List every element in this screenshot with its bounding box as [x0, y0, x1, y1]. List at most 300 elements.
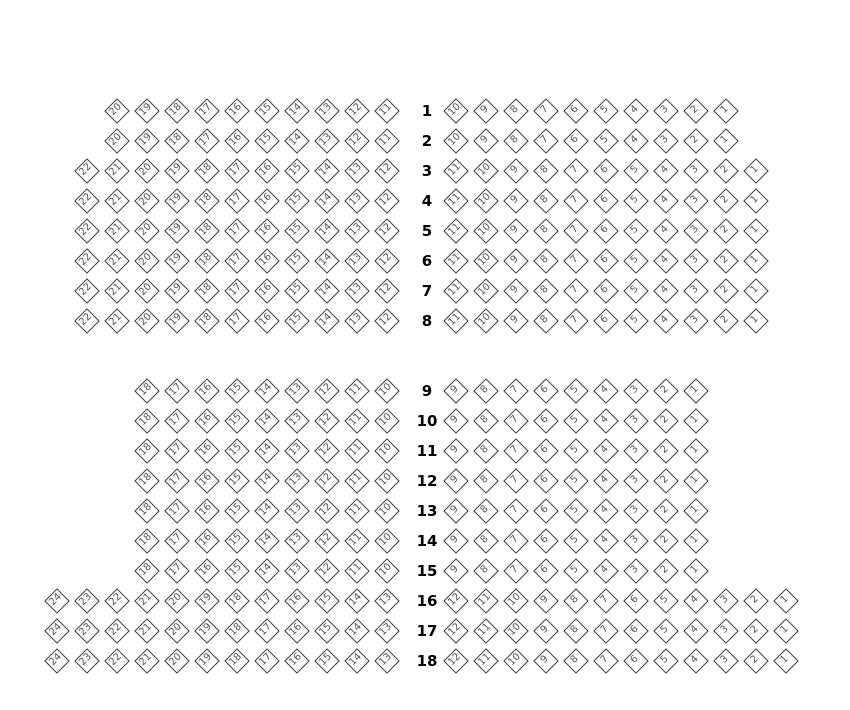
seat[interactable] — [533, 468, 557, 492]
seat[interactable] — [473, 468, 497, 492]
seat[interactable] — [254, 308, 278, 332]
seat[interactable] — [683, 498, 707, 522]
seat[interactable] — [713, 308, 737, 332]
seat[interactable] — [623, 528, 647, 552]
seat[interactable] — [623, 188, 647, 212]
seat[interactable] — [503, 158, 527, 182]
seat[interactable] — [224, 618, 248, 642]
seat[interactable] — [773, 648, 797, 672]
seat[interactable] — [593, 558, 617, 582]
seat[interactable] — [254, 98, 278, 122]
seat[interactable] — [254, 588, 278, 612]
seat[interactable] — [653, 438, 677, 462]
seat[interactable] — [314, 498, 338, 522]
seat[interactable] — [164, 498, 188, 522]
seat[interactable] — [254, 438, 278, 462]
seat[interactable] — [443, 308, 467, 332]
seat[interactable] — [74, 278, 98, 302]
seat[interactable] — [623, 248, 647, 272]
seat[interactable] — [533, 278, 557, 302]
seat[interactable] — [563, 308, 587, 332]
seat[interactable] — [653, 218, 677, 242]
seat[interactable] — [533, 648, 557, 672]
seat[interactable] — [314, 308, 338, 332]
seat[interactable] — [713, 618, 737, 642]
seat[interactable] — [104, 98, 128, 122]
seat[interactable] — [254, 468, 278, 492]
seat[interactable] — [224, 98, 248, 122]
seat[interactable] — [473, 248, 497, 272]
seat[interactable] — [314, 128, 338, 152]
seat[interactable] — [194, 468, 218, 492]
seat[interactable] — [593, 188, 617, 212]
seat[interactable] — [104, 308, 128, 332]
seat[interactable] — [164, 98, 188, 122]
seat[interactable] — [284, 378, 308, 402]
seat[interactable] — [473, 128, 497, 152]
seat[interactable] — [134, 218, 158, 242]
seat[interactable] — [104, 158, 128, 182]
seat[interactable] — [533, 308, 557, 332]
seat[interactable] — [473, 438, 497, 462]
seat[interactable] — [563, 618, 587, 642]
seat[interactable] — [374, 218, 398, 242]
seat[interactable] — [683, 468, 707, 492]
seat[interactable] — [344, 528, 368, 552]
seat[interactable] — [164, 438, 188, 462]
seat[interactable] — [314, 248, 338, 272]
seat[interactable] — [314, 378, 338, 402]
seat[interactable] — [74, 618, 98, 642]
seat[interactable] — [443, 468, 467, 492]
seat[interactable] — [314, 158, 338, 182]
seat[interactable] — [314, 218, 338, 242]
seat[interactable] — [683, 128, 707, 152]
seat[interactable] — [224, 648, 248, 672]
seat[interactable] — [713, 278, 737, 302]
seat[interactable] — [164, 618, 188, 642]
seat[interactable] — [533, 618, 557, 642]
seat[interactable] — [104, 278, 128, 302]
seat[interactable] — [284, 438, 308, 462]
seat[interactable] — [374, 248, 398, 272]
seat[interactable] — [713, 648, 737, 672]
seat[interactable] — [164, 158, 188, 182]
seat[interactable] — [593, 618, 617, 642]
seat[interactable] — [533, 188, 557, 212]
seat[interactable] — [773, 618, 797, 642]
seat[interactable] — [593, 648, 617, 672]
seat[interactable] — [134, 378, 158, 402]
seat[interactable] — [314, 408, 338, 432]
seat[interactable] — [374, 188, 398, 212]
seat[interactable] — [164, 648, 188, 672]
seat[interactable] — [134, 498, 158, 522]
seat[interactable] — [194, 648, 218, 672]
seat[interactable] — [104, 188, 128, 212]
seat[interactable] — [653, 248, 677, 272]
seat[interactable] — [713, 98, 737, 122]
seat[interactable] — [623, 558, 647, 582]
seat[interactable] — [194, 308, 218, 332]
seat[interactable] — [344, 278, 368, 302]
seat[interactable] — [344, 438, 368, 462]
seat[interactable] — [503, 98, 527, 122]
seat[interactable] — [224, 378, 248, 402]
seat[interactable] — [344, 218, 368, 242]
seat[interactable] — [134, 438, 158, 462]
seat[interactable] — [224, 158, 248, 182]
seat[interactable] — [344, 188, 368, 212]
seat[interactable] — [473, 498, 497, 522]
seat[interactable] — [314, 558, 338, 582]
seat[interactable] — [683, 408, 707, 432]
seat[interactable] — [623, 98, 647, 122]
seat[interactable] — [653, 188, 677, 212]
seat[interactable] — [284, 188, 308, 212]
seat[interactable] — [503, 558, 527, 582]
seat[interactable] — [74, 248, 98, 272]
seat[interactable] — [224, 128, 248, 152]
seat[interactable] — [533, 158, 557, 182]
seat[interactable] — [254, 278, 278, 302]
seat[interactable] — [344, 128, 368, 152]
seat[interactable] — [653, 558, 677, 582]
seat[interactable] — [344, 558, 368, 582]
seat[interactable] — [254, 218, 278, 242]
seat[interactable] — [683, 378, 707, 402]
seat[interactable] — [473, 408, 497, 432]
seat[interactable] — [74, 188, 98, 212]
seat[interactable] — [503, 528, 527, 552]
seat[interactable] — [743, 158, 767, 182]
seat[interactable] — [503, 408, 527, 432]
seat[interactable] — [683, 158, 707, 182]
seat[interactable] — [743, 248, 767, 272]
seat[interactable] — [194, 278, 218, 302]
seat[interactable] — [563, 158, 587, 182]
seat[interactable] — [134, 588, 158, 612]
seat[interactable] — [593, 128, 617, 152]
seat[interactable] — [314, 188, 338, 212]
seat[interactable] — [374, 158, 398, 182]
seat[interactable] — [563, 218, 587, 242]
seat[interactable] — [104, 218, 128, 242]
seat[interactable] — [653, 468, 677, 492]
seat[interactable] — [623, 128, 647, 152]
seat[interactable] — [563, 408, 587, 432]
seat[interactable] — [374, 588, 398, 612]
seat[interactable] — [254, 378, 278, 402]
seat[interactable] — [713, 188, 737, 212]
seat[interactable] — [374, 378, 398, 402]
seat[interactable] — [473, 98, 497, 122]
seat[interactable] — [344, 158, 368, 182]
seat[interactable] — [473, 188, 497, 212]
seat[interactable] — [164, 528, 188, 552]
seat[interactable] — [623, 588, 647, 612]
seat[interactable] — [743, 588, 767, 612]
seat[interactable] — [314, 588, 338, 612]
seat[interactable] — [314, 648, 338, 672]
seat[interactable] — [503, 128, 527, 152]
seat[interactable] — [44, 618, 68, 642]
seat[interactable] — [713, 588, 737, 612]
seat[interactable] — [254, 128, 278, 152]
seat[interactable] — [743, 218, 767, 242]
seat[interactable] — [284, 558, 308, 582]
seat[interactable] — [503, 378, 527, 402]
seat[interactable] — [443, 498, 467, 522]
seat[interactable] — [533, 408, 557, 432]
seat[interactable] — [224, 528, 248, 552]
seat[interactable] — [683, 558, 707, 582]
seat[interactable] — [563, 588, 587, 612]
seat[interactable] — [134, 188, 158, 212]
seat[interactable] — [44, 648, 68, 672]
seat[interactable] — [623, 468, 647, 492]
seat[interactable] — [344, 618, 368, 642]
seat[interactable] — [443, 408, 467, 432]
seat[interactable] — [503, 618, 527, 642]
seat[interactable] — [623, 408, 647, 432]
seat[interactable] — [563, 378, 587, 402]
seat[interactable] — [503, 648, 527, 672]
seat[interactable] — [443, 588, 467, 612]
seat[interactable] — [503, 278, 527, 302]
seat[interactable] — [653, 498, 677, 522]
seat[interactable] — [74, 218, 98, 242]
seat[interactable] — [743, 278, 767, 302]
seat[interactable] — [623, 218, 647, 242]
seat[interactable] — [314, 618, 338, 642]
seat[interactable] — [224, 188, 248, 212]
seat[interactable] — [683, 648, 707, 672]
seat[interactable] — [443, 438, 467, 462]
seat[interactable] — [134, 408, 158, 432]
seat[interactable] — [44, 588, 68, 612]
seat[interactable] — [194, 98, 218, 122]
seat[interactable] — [653, 528, 677, 552]
seat[interactable] — [254, 648, 278, 672]
seat[interactable] — [134, 158, 158, 182]
seat[interactable] — [743, 648, 767, 672]
seat[interactable] — [593, 158, 617, 182]
seat[interactable] — [254, 618, 278, 642]
seat[interactable] — [164, 468, 188, 492]
seat[interactable] — [443, 528, 467, 552]
seat[interactable] — [164, 408, 188, 432]
seat[interactable] — [593, 218, 617, 242]
seat[interactable] — [683, 218, 707, 242]
seat[interactable] — [533, 218, 557, 242]
seat[interactable] — [194, 588, 218, 612]
seat[interactable] — [194, 438, 218, 462]
seat[interactable] — [533, 528, 557, 552]
seat[interactable] — [593, 468, 617, 492]
seat[interactable] — [194, 498, 218, 522]
seat[interactable] — [623, 378, 647, 402]
seat[interactable] — [443, 248, 467, 272]
seat[interactable] — [374, 278, 398, 302]
seat[interactable] — [563, 498, 587, 522]
seat[interactable] — [314, 98, 338, 122]
seat[interactable] — [623, 158, 647, 182]
seat[interactable] — [224, 588, 248, 612]
seat[interactable] — [653, 308, 677, 332]
seat[interactable] — [563, 648, 587, 672]
seat[interactable] — [683, 308, 707, 332]
seat[interactable] — [683, 618, 707, 642]
seat[interactable] — [743, 308, 767, 332]
seat[interactable] — [314, 528, 338, 552]
seat[interactable] — [503, 438, 527, 462]
seat[interactable] — [164, 278, 188, 302]
seat[interactable] — [284, 158, 308, 182]
seat[interactable] — [653, 408, 677, 432]
seat[interactable] — [503, 588, 527, 612]
seat[interactable] — [194, 408, 218, 432]
seat[interactable] — [683, 188, 707, 212]
seat[interactable] — [713, 158, 737, 182]
seat[interactable] — [473, 648, 497, 672]
seat[interactable] — [164, 128, 188, 152]
seat[interactable] — [533, 378, 557, 402]
seat[interactable] — [653, 278, 677, 302]
seat[interactable] — [593, 308, 617, 332]
seat[interactable] — [533, 248, 557, 272]
seat[interactable] — [344, 468, 368, 492]
seat[interactable] — [104, 248, 128, 272]
seat[interactable] — [374, 528, 398, 552]
seat[interactable] — [194, 218, 218, 242]
seat[interactable] — [254, 408, 278, 432]
seat[interactable] — [134, 528, 158, 552]
seat[interactable] — [104, 618, 128, 642]
seat[interactable] — [593, 528, 617, 552]
seat[interactable] — [374, 468, 398, 492]
seat[interactable] — [443, 98, 467, 122]
seat[interactable] — [443, 128, 467, 152]
seat[interactable] — [314, 438, 338, 462]
seat[interactable] — [683, 438, 707, 462]
seat[interactable] — [623, 618, 647, 642]
seat[interactable] — [623, 438, 647, 462]
seat[interactable] — [683, 98, 707, 122]
seat[interactable] — [224, 498, 248, 522]
seat[interactable] — [224, 438, 248, 462]
seat[interactable] — [254, 558, 278, 582]
seat[interactable] — [533, 498, 557, 522]
seat[interactable] — [593, 438, 617, 462]
seat[interactable] — [623, 308, 647, 332]
seat[interactable] — [743, 188, 767, 212]
seat[interactable] — [713, 128, 737, 152]
seat[interactable] — [533, 558, 557, 582]
seat[interactable] — [344, 648, 368, 672]
seat[interactable] — [623, 498, 647, 522]
seat[interactable] — [743, 618, 767, 642]
seat[interactable] — [593, 278, 617, 302]
seat[interactable] — [593, 248, 617, 272]
seat[interactable] — [653, 128, 677, 152]
seat[interactable] — [254, 158, 278, 182]
seat[interactable] — [473, 158, 497, 182]
seat[interactable] — [503, 248, 527, 272]
seat[interactable] — [593, 408, 617, 432]
seat[interactable] — [194, 128, 218, 152]
seat[interactable] — [284, 468, 308, 492]
seat[interactable] — [104, 588, 128, 612]
seat[interactable] — [134, 618, 158, 642]
seat[interactable] — [284, 218, 308, 242]
seat[interactable] — [593, 378, 617, 402]
seat[interactable] — [254, 248, 278, 272]
seat[interactable] — [503, 308, 527, 332]
seat[interactable] — [284, 98, 308, 122]
seat[interactable] — [194, 618, 218, 642]
seat[interactable] — [194, 188, 218, 212]
seat[interactable] — [683, 278, 707, 302]
seat[interactable] — [344, 588, 368, 612]
seat[interactable] — [134, 648, 158, 672]
seat[interactable] — [473, 558, 497, 582]
seat[interactable] — [284, 648, 308, 672]
seat[interactable] — [473, 278, 497, 302]
seat[interactable] — [344, 248, 368, 272]
seat[interactable] — [224, 218, 248, 242]
seat[interactable] — [653, 158, 677, 182]
seat[interactable] — [473, 588, 497, 612]
seat[interactable] — [74, 588, 98, 612]
seat[interactable] — [374, 438, 398, 462]
seat[interactable] — [503, 468, 527, 492]
seat[interactable] — [773, 588, 797, 612]
seat[interactable] — [164, 308, 188, 332]
seat[interactable] — [194, 248, 218, 272]
seat[interactable] — [104, 128, 128, 152]
seat[interactable] — [563, 528, 587, 552]
seat[interactable] — [533, 98, 557, 122]
seat[interactable] — [593, 98, 617, 122]
seat[interactable] — [653, 98, 677, 122]
seat[interactable] — [443, 218, 467, 242]
seat[interactable] — [134, 308, 158, 332]
seat[interactable] — [344, 408, 368, 432]
seat[interactable] — [74, 158, 98, 182]
seat[interactable] — [713, 248, 737, 272]
seat[interactable] — [374, 498, 398, 522]
seat[interactable] — [134, 128, 158, 152]
seat[interactable] — [344, 308, 368, 332]
seat[interactable] — [284, 618, 308, 642]
seat[interactable] — [563, 248, 587, 272]
seat[interactable] — [443, 618, 467, 642]
seat[interactable] — [443, 158, 467, 182]
seat[interactable] — [473, 308, 497, 332]
seat[interactable] — [443, 648, 467, 672]
seat[interactable] — [164, 188, 188, 212]
seat[interactable] — [374, 308, 398, 332]
seat[interactable] — [194, 528, 218, 552]
seat[interactable] — [194, 558, 218, 582]
seat[interactable] — [563, 468, 587, 492]
seat[interactable] — [164, 378, 188, 402]
seat[interactable] — [284, 588, 308, 612]
seat[interactable] — [473, 378, 497, 402]
seat[interactable] — [563, 128, 587, 152]
seat[interactable] — [653, 378, 677, 402]
